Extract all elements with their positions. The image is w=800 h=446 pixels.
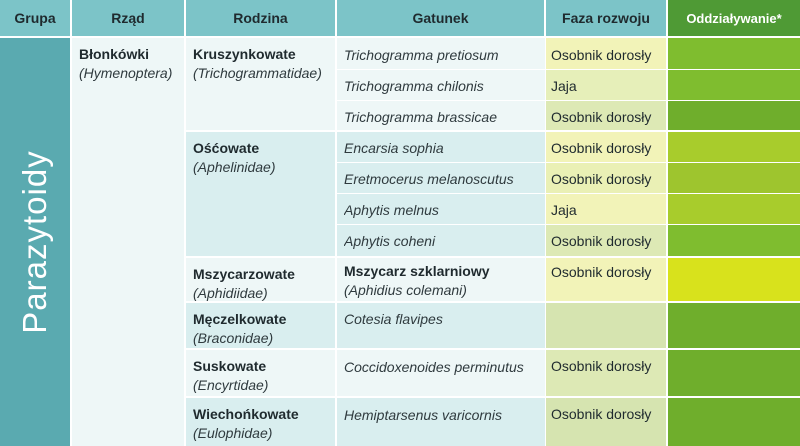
effect-cell xyxy=(668,303,800,348)
effect-cell xyxy=(668,70,800,100)
species-name: Cotesia flavipes xyxy=(344,311,443,327)
phase-cell: Osobnik dorosły xyxy=(546,38,666,69)
phase-cell: Osobnik dorosły xyxy=(546,225,666,256)
effect-cell xyxy=(668,132,800,162)
phase-cell: Jaja xyxy=(546,70,666,100)
effect-cell xyxy=(668,101,800,130)
phase-cell xyxy=(546,303,666,348)
family-name: Mszycarzowate xyxy=(193,266,295,282)
group-cell xyxy=(0,38,70,446)
row-divider xyxy=(337,224,545,225)
family-latin: (Eulophidae) xyxy=(193,425,273,441)
family-latin: (Aphelinidae) xyxy=(193,159,276,175)
phase-cell: Osobnik dorosły xyxy=(546,132,666,162)
phase-cell: Jaja xyxy=(546,194,666,224)
phase-cell: Osobnik dorosły xyxy=(546,101,666,130)
phase-cell: Osobnik dorosły xyxy=(546,258,666,301)
species-name: Trichogramma brassicae xyxy=(344,109,498,125)
species-name: Encarsia sophia xyxy=(344,140,444,156)
family-latin: (Braconidae) xyxy=(193,330,274,346)
species-name: Aphytis coheni xyxy=(344,233,436,249)
family-cell xyxy=(186,258,335,301)
row-divider xyxy=(337,162,545,163)
header-rzad: Rząd xyxy=(72,0,184,36)
species-name: Hemiptarsenus varicornis xyxy=(344,407,502,423)
row-divider xyxy=(337,69,545,70)
header-grupa: Grupa xyxy=(0,0,70,36)
family-name: Męczelkowate xyxy=(193,311,287,327)
family-latin: (Aphidiidae) xyxy=(193,285,268,301)
species-name: Coccidoxenoides perminutus xyxy=(344,359,524,375)
phase-cell: Osobnik dorosły xyxy=(546,350,666,396)
species-name: Trichogramma pretiosum xyxy=(344,47,499,63)
family-cell xyxy=(186,132,335,256)
family-name: Suskowate xyxy=(193,358,267,374)
effect-cell xyxy=(668,38,800,69)
effect-cell xyxy=(668,225,800,256)
family-cell xyxy=(186,350,335,396)
order-latin: (Hymenoptera) xyxy=(79,65,173,81)
row-divider xyxy=(337,100,545,101)
phase-cell: Osobnik dorosły xyxy=(546,398,666,446)
header-gatunek: Gatunek xyxy=(337,0,544,36)
family-latin: (Trichogrammatidae) xyxy=(193,65,322,81)
effect-cell xyxy=(668,258,800,301)
header-rodzina: Rodzina xyxy=(186,0,335,36)
family-name: Ośćowate xyxy=(193,140,260,156)
effect-cell xyxy=(668,194,800,224)
effect-cell xyxy=(668,350,800,396)
species-latin-name: (Aphidius colemani) xyxy=(344,282,467,298)
header-oddzialywanie: Oddziaływanie* xyxy=(668,0,800,36)
group-label: Parazytoidy xyxy=(16,150,53,334)
species-name: Eretmocerus melanoscutus xyxy=(344,171,514,187)
family-name: Wiechońkowate xyxy=(193,406,299,422)
family-cell xyxy=(186,38,335,130)
phase-cell: Osobnik dorosły xyxy=(546,163,666,193)
row-divider xyxy=(337,193,545,194)
order-name: Błonkówki xyxy=(79,46,150,62)
family-cell xyxy=(186,303,335,348)
species-common-name: Mszycarz szklarniowy xyxy=(344,263,490,279)
species-entry xyxy=(344,262,542,300)
effect-cell xyxy=(668,398,800,446)
family-latin: (Encyrtidae) xyxy=(193,377,269,393)
header-faza: Faza rozwoju xyxy=(546,0,666,36)
family-name: Kruszynkowate xyxy=(193,46,296,62)
order-cell xyxy=(72,38,184,446)
effect-cell xyxy=(668,163,800,193)
family-cell xyxy=(186,398,335,446)
species-name: Trichogramma chilonis xyxy=(344,78,484,94)
species-name: Aphytis melnus xyxy=(344,202,439,218)
